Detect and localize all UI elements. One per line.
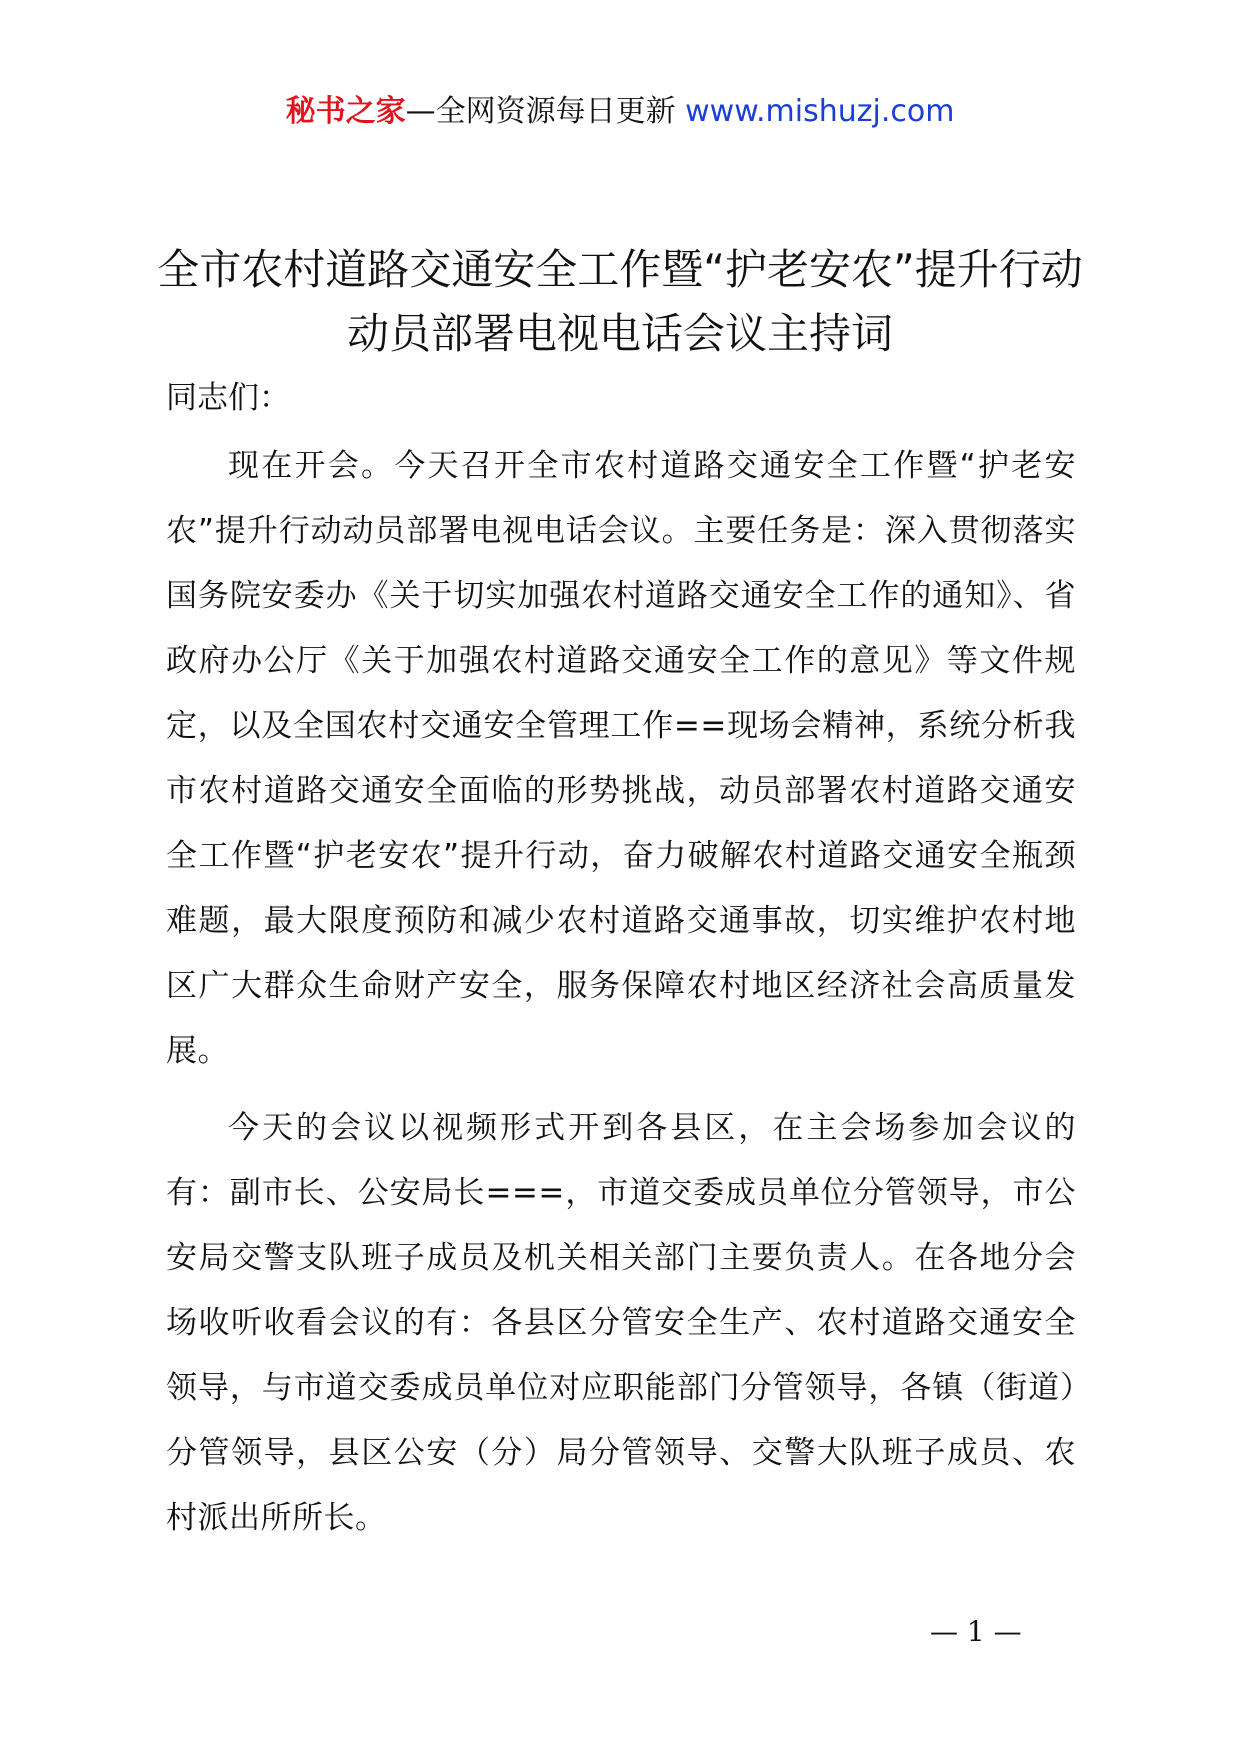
greeting: 同志们： (166, 380, 290, 416)
site-url-link[interactable]: www.mishuzj.com (685, 94, 955, 129)
document-title: 全市农村道路交通安全工作暨“护老安农”提升行动动员部署电视电话会议主持词 (157, 245, 1083, 358)
brand-name: 秘书之家 (285, 94, 406, 129)
page-number: — 1 — (930, 1615, 1022, 1648)
banner-tagline: —全网资源每日更新 (405, 94, 676, 129)
site-banner (0, 92, 1240, 132)
paragraph-attendees: 今天的会议以视频形式开到各县区，在主会场参加会议的有：副市长、公安局长===，市道交委成员单位分管领导，市公安局交警支队班子成员及机关相关部门主要负责人。在各地分会场收听收看会议的有：各县区分管安全生产、农村道路交通安全领导，与市道交委成员单位对应职能部门分管领导，各镇（街道）分管领导，县区公安（分）局分管领导、交警大队班子成员、农村派出所所长。 (166, 1110, 1076, 1536)
paragraph-opening: 现在开会。今天召开全市农村道路交通安全工作暨“护老安农”提升行动动员部署电视电话会议。主要任务是：深入贯彻落实国务院安委办《关于切实加强农村道路交通安全工作的通知》、省政府办公厅《关于加强农村道路交通安全工作的意见》等文件规定，以及全国农村交通安全管理工作==现场会精神，系统分析我市农村道路交通安全面临的形势挑战，动员部署农村道路交通安全工作暨“护老安农”提升行动，奋力破解农村道路交通安全瓶颈难题，最大限度预防和减少农村道路交通事故，切实维护农村地区广大群众生命财产安全，服务保障农村地区经济社会高质量发展。 (166, 448, 1076, 1069)
